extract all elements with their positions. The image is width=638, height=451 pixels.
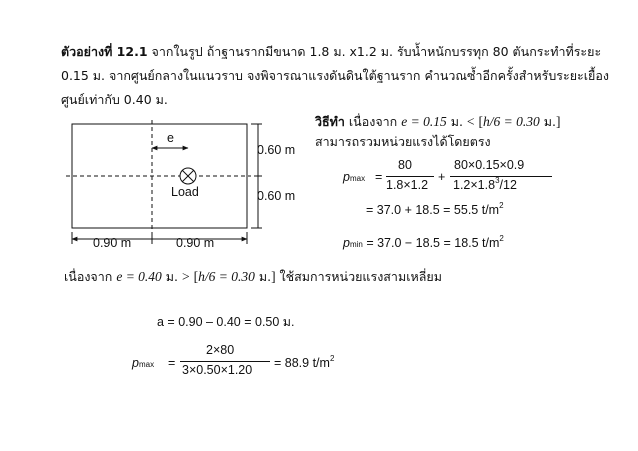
combine-text: สามารถรวมหน่วยแรงได้โดยตรง	[315, 134, 491, 149]
dim-bottom-label: 0.60 m	[257, 189, 296, 203]
dim-left-label: 0.90 m	[93, 236, 132, 250]
pmax-result: = 37.0 + 18.5 = 55.5 $t/m^2$	[366, 201, 504, 217]
dim-right-label: 0.90 m	[176, 236, 215, 250]
e-label: e	[167, 131, 174, 145]
load-label: Load	[171, 185, 199, 199]
dim-top-label: 0.60 m	[257, 143, 296, 157]
pmax-triangular-symbol: pmax	[132, 356, 155, 370]
solution-condition-line: วิธีทำ เนื่องจาก e = 0.15 ม. < [h/6 = 0.30 ม.]	[315, 114, 561, 129]
problem-line-2: 0.15 ม. จากศูนย์กลางในแนวราบ จงพิจารณาแรงดันดินใต้ฐานราก คำนวณซ้ำอีกครั้งสำหรับระยะเยื้อง	[61, 68, 609, 83]
frac1-denominator: 1.8×1.2	[386, 178, 429, 192]
example-label: ตัวอย่างที่ 12.1	[61, 44, 148, 59]
solution-heading: วิธีทำ	[315, 114, 345, 129]
pmin-equation: pmin = 37.0 − 18.5 = 18.5 $t/m^2$	[343, 234, 504, 250]
a-equation: a = 0.90 – 0.40 = 0.50 ม.	[157, 315, 295, 329]
pmax-symbol: pmax	[343, 170, 366, 184]
load-symbol	[180, 168, 196, 184]
frac2-numerator: 80×0.15×0.9	[454, 158, 525, 172]
triangular-numerator: 2×80	[206, 343, 235, 357]
frac2-denominator: $1.2\times 1.8^3/12$	[453, 176, 517, 192]
triangular-denominator: 3×0.50×1.20	[182, 363, 253, 377]
triangular-frac-line	[180, 361, 270, 362]
part2-condition-line: เนื่องจาก e = 0.40 ม. > [h/6 = 0.30 ม.] ใช้สมการหน่วยแรงสามเหลี่ยม	[64, 269, 442, 284]
problem-text-1: จากในรูป ถ้าฐานรากมีขนาด 1.8 ม. x1.2 ม. รับน้ำหนักบรรทุก 80 ตันกระทำที่ระยะ	[151, 44, 602, 59]
triangular-result: = 88.9 $t/m^2$	[274, 354, 335, 370]
frac2-line	[450, 176, 552, 177]
problem-line-3: ศูนย์เท่ากับ 0.40 ม.	[61, 92, 168, 107]
frac1-line	[386, 176, 434, 177]
frac1-numerator: 80	[398, 158, 412, 172]
